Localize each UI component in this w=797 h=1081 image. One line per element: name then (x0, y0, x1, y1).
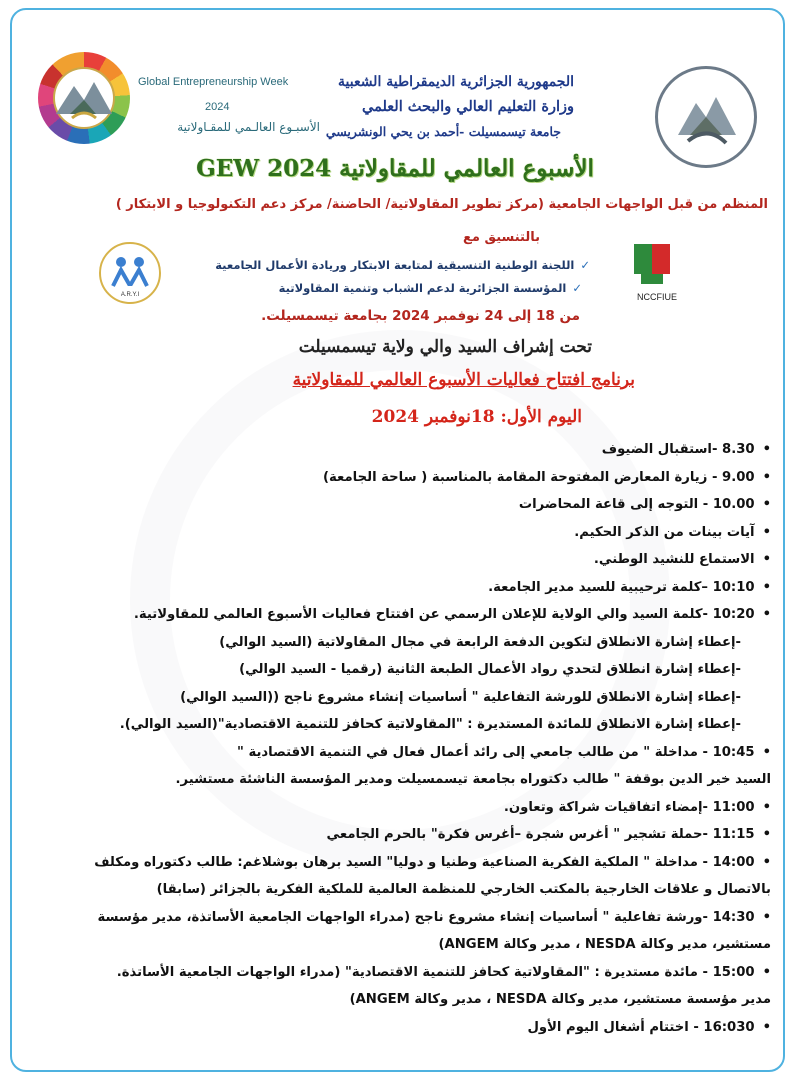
program-item-text: -إعطاء إشارة الانطلاق للمائدة المستديرة : "المقاولاتية كحافز للتنمية الاقتصادية"(السيد الوالي). (119, 717, 741, 732)
bullet-icon: • (762, 964, 771, 980)
gew-logo-arabic: الأسبـوع العالـمي للمقـاولاتية (177, 120, 320, 134)
program-item (31, 464, 771, 492)
program-item-text: آيات بينات من الذكر الحكيم. (574, 524, 755, 540)
program-sub-item (31, 684, 771, 712)
check-icon: ✓ (580, 258, 590, 272)
program-item-text: 9.00 - زيارة المعارض المفتوحة المقامة بالمناسبة ( ساحة الجامعة) (323, 469, 755, 485)
program-item (31, 821, 771, 849)
program-item-text: 14:00 - مداخلة " الملكية الفكرية الصناعية وطنيا و دوليا" السيد برهان بوشلاغم: طالب دكتوراه ومكلف (94, 854, 755, 870)
program-sub-item (31, 629, 771, 657)
program-sub-item (31, 711, 771, 739)
program-item (31, 931, 771, 959)
program-item-text: 10:10 –كلمة ترحيبية للسيد مدير الجامعة. (488, 579, 755, 595)
header-university: جامعة تيسمسيلت -أحمد بن يحي الونشريسي (325, 124, 561, 139)
program-title: برنامج افتتاح فعاليات الأسبوع العالمي للمقاولاتية (292, 370, 635, 390)
program-item (31, 959, 771, 987)
partner-item-1 (170, 258, 590, 272)
program-item (31, 574, 771, 602)
program-item-text: 10:45 - مداخلة " من طالب جامعي إلى رائد أعمال فعال في التنمية الاقتصادية " (236, 744, 755, 760)
program-sub-item (31, 656, 771, 684)
check-icon: ✓ (572, 281, 582, 295)
program-item (31, 794, 771, 822)
bullet-icon: • (762, 607, 771, 622)
program-item-text: 8.30 -استقبال الضيوف (601, 442, 755, 457)
program-item-text: بالاتصال و علاقات الخارجية بالمكتب الخارجي للمنظمة العالمية للملكية الفكرية بالجزائر (سابقا) (156, 882, 771, 897)
aryi-logo (99, 242, 161, 304)
program-item (31, 491, 771, 519)
program-item (31, 766, 771, 794)
program-item-text: الاستماع للنشيد الوطني. (593, 552, 755, 567)
program-item (31, 519, 771, 547)
program-item (31, 601, 771, 629)
program-item-text: -إعطاء إشارة الانطلاق لتكوين الدفعة الرابعة في مجال المقاولاتية (السيد الوالي) (219, 634, 741, 650)
bullet-icon: • (762, 744, 771, 760)
university-logo (655, 66, 757, 168)
program-item-text: مدير مؤسسة مستشير، مدير وكالة NESDA ، مدير وكالة ANGEM) (349, 992, 771, 1007)
bullet-icon: • (762, 799, 771, 815)
day-title: اليوم الأول: 18نوفمبر 2024 (371, 407, 582, 427)
bullet-icon: • (762, 552, 771, 567)
program-item-text: 10:20 -كلمة السيد والي الولاية للإعلان الرسمي عن افتتاح فعاليات الأسبوع العالمي للمقاولاتية. (133, 607, 755, 622)
aryi-logo-text: A.R.Y.I (120, 292, 140, 298)
bullet-icon: • (762, 1019, 771, 1035)
organizer-line: المنظم من قبل الواجهات الجامعية (مركز تطوير المقاولاتية/ الحاضنة/ مركز دعم التكنولوجيا و الابتكار ) (115, 197, 768, 212)
coordination-label: بالتنسيق مع (463, 230, 540, 245)
program-item-text: السيد خير الدين بوقفة " طالب دكتوراه بجامعة تيسمسيلت ومدير المؤسسة الناشئة مستشير. (175, 772, 771, 787)
event-dates: من 18 إلى 24 نوفمبر 2024 بجامعة تيسمسيلت. (261, 308, 580, 324)
program-item-text: 14:30 -ورشة تفاعلية " أساسيات إنشاء مشروع ناجح (مدراء الواجهات الجامعية الأساتذة، مدير مؤسسة (97, 909, 755, 925)
bullet-icon: • (762, 524, 771, 540)
program-item-text: 16:030 - اختتام أشغال اليوم الأول (527, 1019, 755, 1035)
program-item (31, 986, 771, 1014)
header-ministry: وزارة التعليم العالي والبحث العلمي (362, 98, 574, 115)
nccfiue-logo-text: NCCFIUE (637, 292, 677, 302)
gew-logo-year: 2024 (205, 101, 230, 113)
bullet-icon: • (762, 469, 771, 485)
program-item-text: 10.00 - التوجه إلى قاعة المحاضرات (518, 497, 755, 512)
nccfiue-logo (620, 236, 695, 304)
program-item (31, 546, 771, 574)
bullet-icon: • (762, 579, 771, 595)
program-item (31, 1014, 771, 1042)
program-item-text: مستشير، مدير وكالة NESDA ، مدير وكالة ANGEM) (438, 937, 771, 952)
program-item (31, 904, 771, 932)
partner-label: المؤسسة الجزائرية لدعم الشباب وتنمية المقاولاتية (278, 281, 567, 295)
program-item (31, 849, 771, 877)
program-item-text: -إعطاء إشارة الانطلاق للورشة التفاعلية " أساسيات إنشاء مشروع ناجح ((السيد الوالي) (180, 689, 741, 705)
bullet-icon: • (762, 909, 771, 925)
bullet-icon: • (762, 854, 771, 870)
partner-item-2 (162, 281, 582, 295)
bullet-icon: • (762, 827, 771, 842)
program-list (31, 436, 771, 1041)
header-republic: الجمهورية الجزائرية الديمقراطية الشعبية (337, 74, 574, 90)
program-item-text: -إعطاء إشارة انطلاق لتحدي رواد الأعمال الطبعة الثانية (رقميا - السيد الوالي) (239, 662, 741, 677)
program-item (31, 436, 771, 464)
program-item-text: 11:15 -حملة تشجير " أغرس شجرة –أغرس فكرة" بالحرم الجامعي (326, 827, 755, 842)
program-item (31, 876, 771, 904)
partner-label: اللجنة الوطنية التنسيقية لمتابعة الابتكار وريادة الأعمال الجامعية (215, 258, 575, 272)
bullet-icon: • (762, 497, 771, 512)
patronage-line: تحت إشراف السيد والي ولاية تيسمسيلت (298, 337, 592, 357)
gew-logo-caption: Global Entrepreneurship Week (138, 76, 289, 88)
program-item-text: 11:00 -إمضاء اتفاقيات شراكة وتعاون. (503, 799, 755, 815)
event-title: الأسبوع العالمي للمقاولاتية GEW 2024 (196, 155, 594, 182)
gew-logo (38, 52, 130, 144)
program-item (31, 739, 771, 767)
program-item-text: 15:00 - مائدة مستديرة : "المقاولاتية كحافز للتنمية الاقتصادية" (مدراء الواجهات الجامعية الأساتذة. (116, 964, 755, 980)
bullet-icon: • (762, 442, 771, 457)
